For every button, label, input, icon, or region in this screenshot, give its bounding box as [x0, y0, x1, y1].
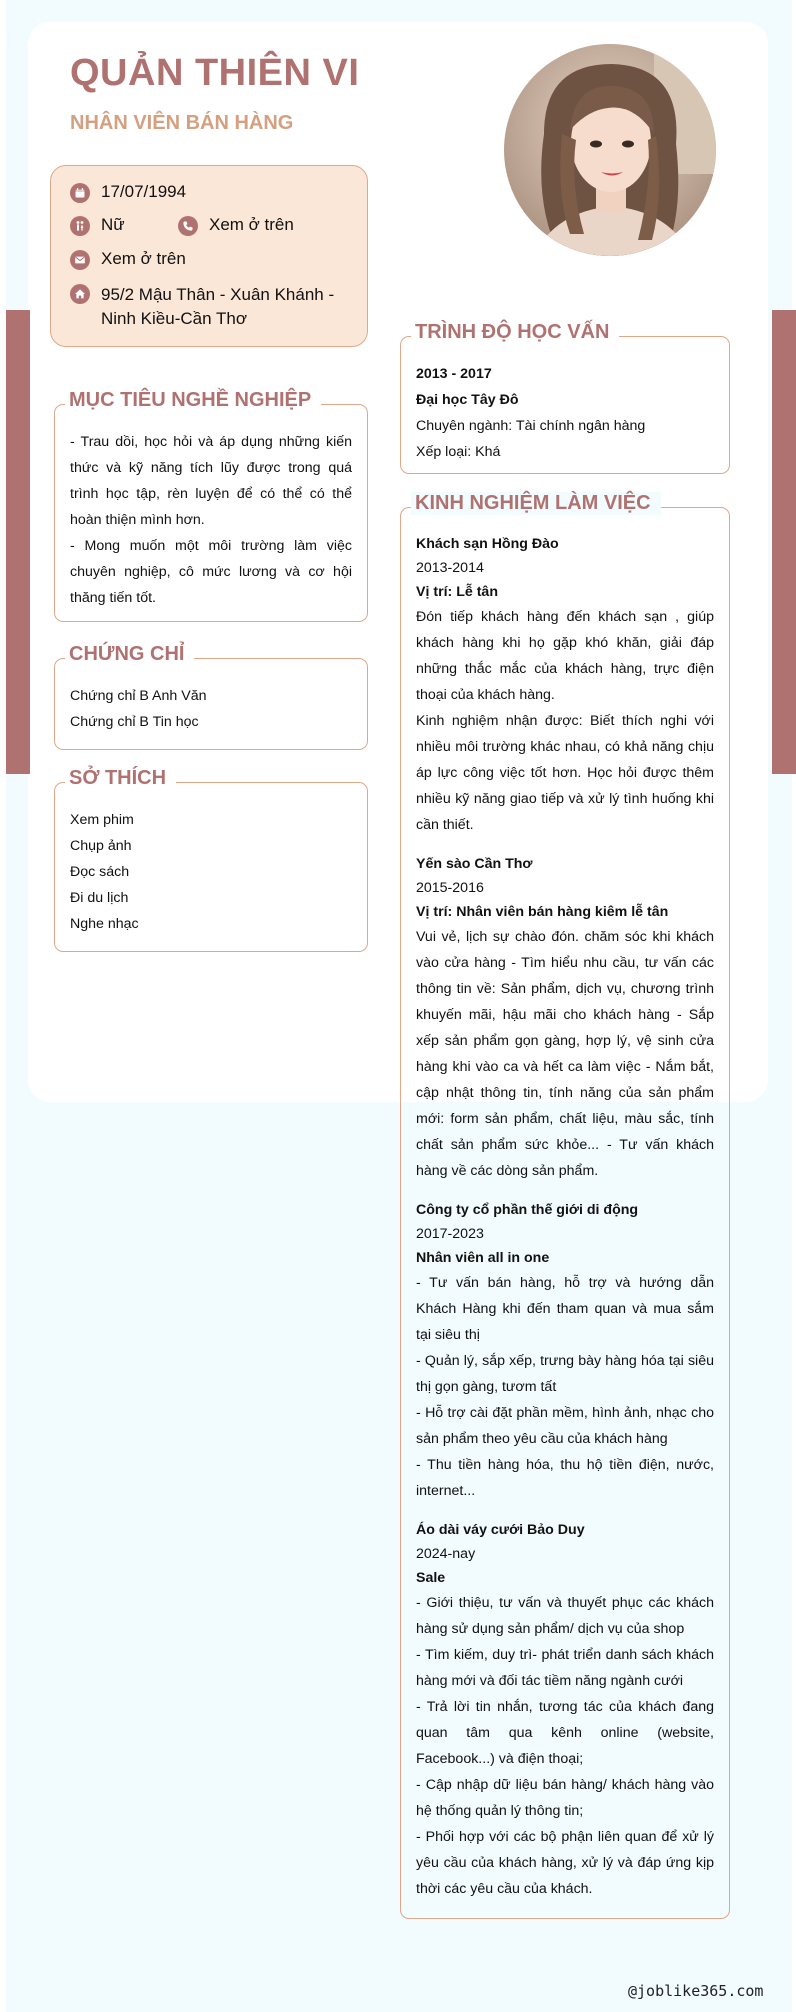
- education-major: Chuyên ngành: Tài chính ngân hàng: [416, 418, 646, 434]
- job-role: Sale: [416, 1570, 446, 1586]
- job-role: Vị trí: Lễ tân: [416, 584, 498, 600]
- job-period: 2013-2014: [416, 560, 484, 576]
- experience-section: [400, 492, 730, 1919]
- job-entry: [416, 852, 714, 1184]
- education-title: TRÌNH ĐỘ HỌC VẤN: [411, 321, 619, 344]
- job-detail: - Phối hợp với các bộ phận liên quan để xử lý yêu cầu của khách hàng, xử lý và đáp ứng kịp thời các yêu cầu của khách.: [416, 1829, 714, 1897]
- right-accent-stripe: [772, 310, 796, 774]
- gender: Nữ: [101, 215, 125, 234]
- candidate-name: QUẢN THIÊN VI: [70, 52, 360, 94]
- hobbies-section: [54, 767, 368, 952]
- job-period: 2024-nay: [416, 1546, 476, 1562]
- job-company: Áo dài váy cưới Bảo Duy: [416, 1522, 585, 1538]
- job-detail: - Trả lời tin nhắn, tương tác của khách đang quan tâm qua kênh online (website, Facebook...) và điện thoại;: [416, 1699, 714, 1767]
- job-entry: [416, 1198, 714, 1504]
- education-grade: Xếp loại: Khá: [416, 444, 501, 460]
- certificates-title: CHỨNG CHỈ: [65, 643, 194, 666]
- gender-icon: [70, 216, 90, 236]
- education-school: Đại học Tây Đô: [416, 392, 519, 408]
- job-role: Nhân viên all in one: [416, 1250, 550, 1266]
- calendar-icon: [70, 183, 90, 203]
- certificates-section: [54, 643, 368, 750]
- job-detail: - Cập nhập dữ liệu bán hàng/ khách hàng vào hệ thống quản lý thông tin;: [416, 1777, 714, 1819]
- home-icon: [70, 284, 90, 304]
- hobby-item: Xem phim: [70, 812, 134, 828]
- career-goal-paragraph: - Mong muốn một môi trường làm việc chuyên nghiệp, cô mức lương và cơ hội thăng tiến tốt.: [70, 538, 352, 606]
- phone: Xem ở trên: [209, 215, 294, 234]
- job-detail: - Thu tiền hàng hóa, thu hộ tiền điện, nước, internet...: [416, 1457, 714, 1499]
- certificate-item: Chứng chỉ B Anh Văn: [70, 688, 207, 704]
- candidate-position: NHÂN VIÊN BÁN HÀNG: [70, 112, 294, 134]
- job-detail: - Hỗ trợ cài đặt phần mềm, hình ảnh, nhạc cho sản phẩm theo yêu cầu của khách hàng: [416, 1405, 714, 1447]
- job-detail: - Giới thiệu, tư vấn và thuyết phục các khách hàng sử dụng sản phẩm/ dịch vụ của shop: [416, 1595, 714, 1637]
- contact-info-box: [50, 165, 368, 347]
- education-section: [400, 321, 730, 474]
- job-detail: - Tìm kiếm, duy trì- phát triển danh sách khách hàng mới và đối tác tiềm năng ngành cưới: [416, 1647, 714, 1689]
- job-entry: [416, 532, 714, 838]
- certificate-item: Chứng chỉ B Tin học: [70, 714, 199, 730]
- phone-icon: [178, 216, 198, 236]
- job-detail: Đón tiếp khách hàng đến khách sạn , giúp khách hàng khi họ gặp khó khăn, giải đáp những thắc mắc của khách hàng, trực điện thoại của khách hàng.: [416, 609, 714, 703]
- job-detail: Vui vẻ, lịch sự chào đón. chăm sóc khi khách vào cửa hàng - Tìm hiểu nhu cầu, tư vấn các thông tin về: Sản phẩm, dịch vụ, chương trình khuyến mãi, hậu mãi cho khách hàng - Sắp xếp sản phẩm gọn gàng, hợp lý, vệ sinh cửa hàng khi vào ca và hết ca làm việc - Nắm bắt, cập nhật thông tin, tính năng của sản phẩm mới: form sản phẩm, chất liệu, màu sắc, tính chất sản phẩm sức khỏe... - Tư vấn khách hàng về các dòng sản phẩm.: [416, 929, 714, 1179]
- career-goal-paragraph: - Trau dồi, học hỏi và áp dụng những kiến thức và kỹ năng tích lũy được trong quá trình học tập, rèn luyện để có thể có thể hoàn thiện mình hơn.: [70, 434, 352, 528]
- job-company: Khách sạn Hồng Đào: [416, 536, 559, 552]
- job-company: Yến sào Cần Thơ: [416, 856, 533, 872]
- hobby-item: Đi du lịch: [70, 890, 129, 906]
- hobby-item: Đọc sách: [70, 864, 130, 880]
- job-period: 2015-2016: [416, 880, 484, 896]
- avatar: [504, 44, 716, 256]
- job-entry: [416, 1518, 714, 1902]
- experience-title: KINH NGHIỆM LÀM VIỆC: [411, 492, 661, 515]
- career-goal-section: [54, 389, 368, 622]
- education-period: 2013 - 2017: [416, 366, 492, 382]
- hobby-item: Chụp ảnh: [70, 838, 132, 854]
- job-detail: - Quản lý, sắp xếp, trưng bày hàng hóa tại siêu thị gọn gàng, tươm tất: [416, 1353, 714, 1395]
- job-role: Vị trí: Nhân viên bán hàng kiêm lễ tân: [416, 904, 669, 920]
- job-period: 2017-2023: [416, 1226, 484, 1242]
- watermark: @joblike365.com: [628, 1982, 764, 2000]
- address: 95/2 Mậu Thân - Xuân Khánh - Ninh Kiều-Cần Thơ: [101, 285, 335, 328]
- hobby-item: Nghe nhạc: [70, 916, 139, 932]
- career-goal-title: MỤC TIÊU NGHỀ NGHIỆP: [65, 389, 321, 412]
- left-accent-stripe: [6, 310, 30, 774]
- email: Xem ở trên: [101, 249, 186, 268]
- birthdate: 17/07/1994: [101, 182, 187, 201]
- hobbies-title: SỞ THÍCH: [65, 767, 176, 790]
- job-detail: Kinh nghiệm nhận được: Biết thích nghi với nhiều môi trường khác nhau, có khả năng chịu áp lực công việc tốt hơn. Học hỏi được thêm nhiều kỹ năng giao tiếp và xử lý tình huống khi cần thiết.: [416, 713, 714, 833]
- email-icon: [70, 250, 90, 270]
- job-company: Công ty cổ phần thế giới di động: [416, 1202, 639, 1218]
- job-detail: - Tư vấn bán hàng, hỗ trợ và hướng dẫn Khách Hàng khi đến tham quan và mua sắm tại siêu thị: [416, 1275, 714, 1343]
